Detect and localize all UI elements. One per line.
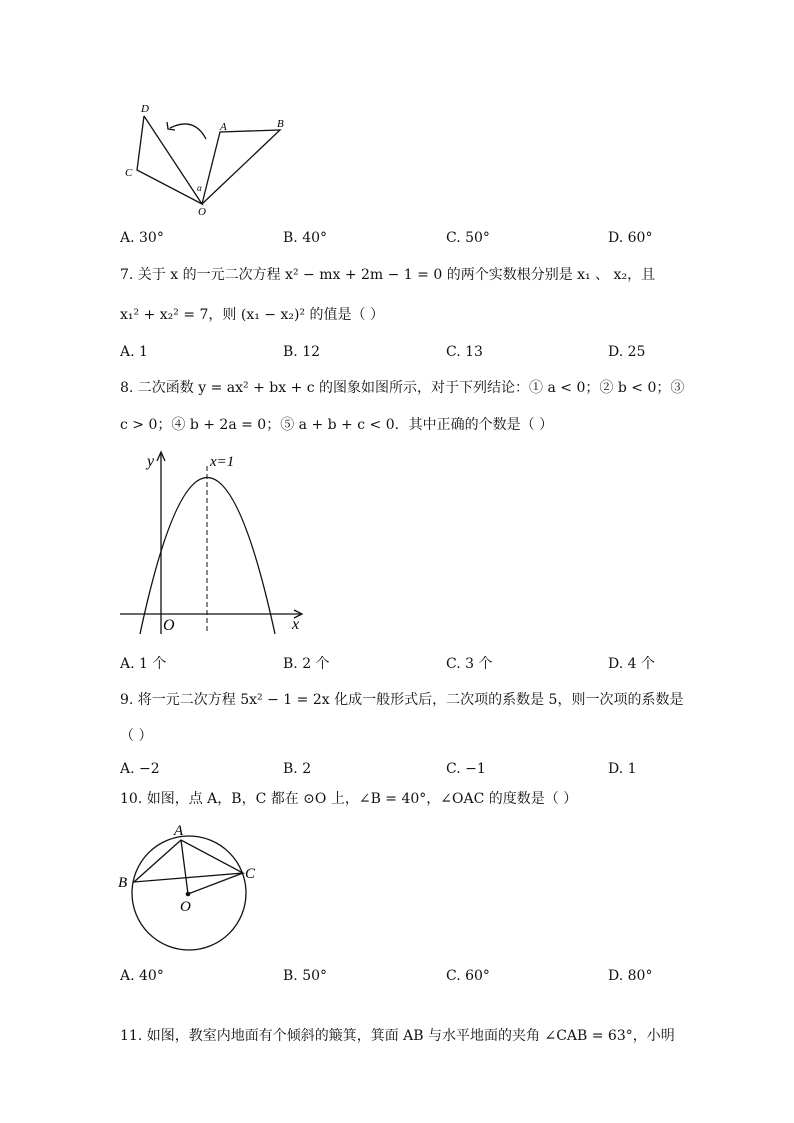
q6-option-a[interactable]: A. 30°	[120, 230, 164, 246]
q8-option-d[interactable]: D. 4 个	[608, 656, 655, 672]
q8-option-a[interactable]: A. 1 个	[120, 656, 167, 672]
q10-triangle-abc	[134, 840, 243, 882]
q9-option-a[interactable]: A. −2	[120, 761, 160, 777]
q11-stem-line1: 11. 如图，教室内地面有个倾斜的簸箕，箕面 AB 与水平地面的夹角 ∠CAB = 63°，小明	[120, 1028, 675, 1044]
q10-option-d[interactable]: D. 80°	[608, 968, 653, 984]
q6-label-D: D	[141, 103, 149, 115]
q6-label-O: O	[198, 206, 206, 218]
q10-label-o: O	[180, 899, 191, 915]
q6-figure-rotation-arrow	[170, 124, 206, 139]
q7-option-a[interactable]: A. 1	[120, 344, 148, 360]
q6-figure-line-OAB	[202, 130, 280, 204]
q10-option-a[interactable]: A. 40°	[120, 968, 164, 984]
q9-stem-line1: 9. 将一元二次方程 5x² − 1 = 2x 化成一般形式后，二次项的系数是 5，则一次项的系数是	[120, 692, 684, 708]
q10-segment-oa	[181, 840, 188, 894]
q6-label-B: B	[277, 118, 284, 130]
q6-label-C: C	[125, 167, 133, 179]
q6-label-A: A	[220, 121, 227, 133]
q8-option-c[interactable]: C. 3 个	[446, 656, 493, 672]
q10-option-b[interactable]: B. 50°	[283, 968, 328, 984]
q9-stem-line2: （ ）	[120, 728, 153, 744]
q6-option-d[interactable]: D. 60°	[608, 230, 653, 246]
q6-option-b[interactable]: B. 40°	[283, 230, 328, 246]
q7-option-b[interactable]: B. 12	[283, 344, 321, 360]
q6-option-c[interactable]: C. 50°	[446, 230, 490, 246]
q9-option-d[interactable]: D. 1	[608, 761, 637, 777]
q10-segment-oc	[188, 873, 243, 894]
q6-label-alpha: α	[197, 183, 202, 193]
q10-label-b: B	[118, 875, 128, 891]
q10-option-c[interactable]: C. 60°	[446, 968, 490, 984]
q8-label-x: x	[292, 616, 300, 633]
q8-stem-line1: 8. 二次函数 y = ax² + bx + c 的图象如图所示，对于下列结论：① a < 0；② b < 0；③	[120, 380, 685, 396]
q8-label-y: y	[147, 453, 155, 470]
q9-option-b[interactable]: B. 2	[283, 761, 312, 777]
q10-circle-figure	[112, 820, 272, 955]
q8-parabola-figure	[112, 446, 312, 641]
q8-label-origin: O	[163, 617, 175, 634]
q10-label-a: A	[174, 823, 184, 839]
q10-label-c: C	[245, 866, 256, 882]
q10-center-dot	[186, 892, 191, 897]
q8-stem-line2: c > 0；④ b + 2a = 0；⑤ a + b + c < 0．其中正确的个数是（ ）	[120, 417, 554, 433]
q7-stem-line1: 7. 关于 x 的一元二次方程 x² − mx + 2m − 1 = 0 的两个实数根分别是 x₁ 、 x₂，且	[120, 267, 656, 283]
q7-option-d[interactable]: D. 25	[608, 344, 646, 360]
q7-option-c[interactable]: C. 13	[446, 344, 483, 360]
q10-stem-line1: 10. 如图，点 A，B，C 都在 ⊙O 上，∠B = 40°，∠OAC 的度数是（ ）	[120, 791, 578, 807]
q9-option-c[interactable]: C. −1	[446, 761, 486, 777]
q8-label-axis-of-symmetry: x=1	[210, 454, 235, 470]
q7-stem-line2: x₁² + x₂² = 7，则 (x₁ − x₂)² 的值是（ ）	[120, 307, 384, 323]
q6-figure	[110, 98, 300, 218]
q8-option-b[interactable]: B. 2 个	[283, 656, 330, 672]
